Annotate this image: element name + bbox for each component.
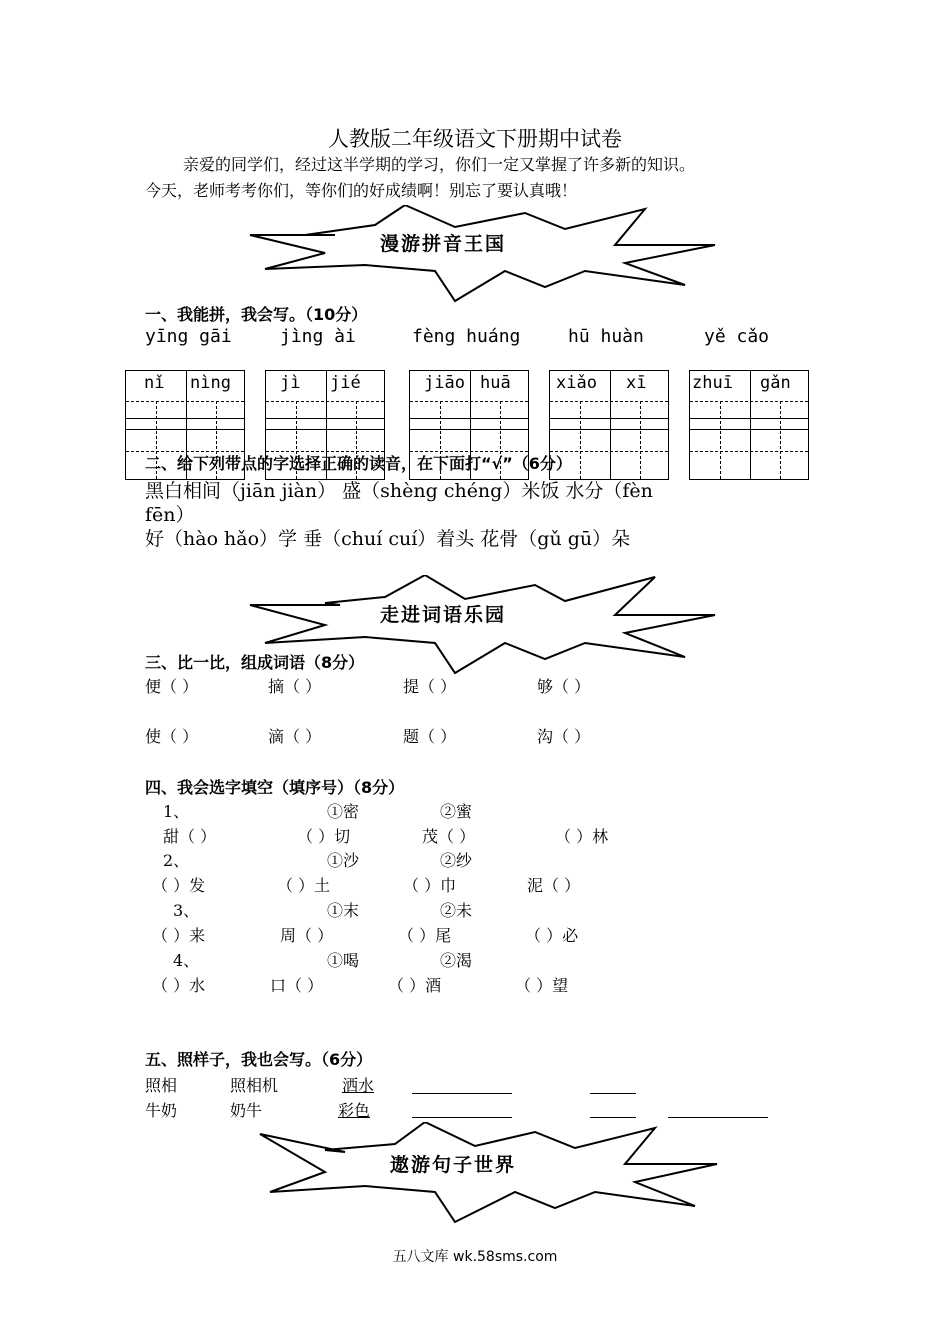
q5-heading: 五、照样子，我也会写。（6分） bbox=[145, 1050, 373, 1069]
q4-item: （ ）水 bbox=[152, 976, 206, 995]
q4-item: （ ）切 bbox=[297, 827, 351, 846]
q4-item: （ ）尾 bbox=[398, 926, 452, 945]
grid-pinyin: nìng bbox=[190, 373, 231, 393]
q4-option: ②未 bbox=[440, 901, 473, 920]
q1-pinyin-4: hū huàn bbox=[568, 326, 644, 347]
q4-item: 口（ ） bbox=[270, 976, 324, 995]
q4-option: ①末 bbox=[327, 901, 360, 920]
footer-watermark: 五八文库 wk.58sms.com bbox=[392, 1249, 558, 1265]
q4-item: （ ）望 bbox=[515, 976, 569, 995]
q3-item: 滴（ ） bbox=[268, 727, 322, 746]
grid-pinyin: huā bbox=[480, 373, 511, 393]
q2-line-1: 黑白相间（jiān jiàn） 盛（shèng chéng）米饭 水分（fèn bbox=[145, 480, 653, 502]
q4-option: ②纱 bbox=[440, 851, 473, 870]
answer-blank[interactable] bbox=[590, 1093, 636, 1094]
answer-blank[interactable] bbox=[590, 1117, 636, 1118]
answer-blank[interactable] bbox=[668, 1117, 768, 1118]
q2-line-2: 好（hào hǎo）学 垂（chuí cuí）着头 花骨（gǔ gū）朵 bbox=[145, 528, 631, 550]
grid-pinyin: nǐ bbox=[144, 373, 165, 393]
q4-item: 泥（ ） bbox=[527, 876, 581, 895]
q5-word: 奶牛 bbox=[230, 1101, 263, 1120]
grid-pinyin: xī bbox=[626, 373, 647, 393]
q3-item: 使（ ） bbox=[145, 727, 199, 746]
q1-pinyin-1: yīng gāi bbox=[145, 326, 232, 347]
q4-item: （ ）必 bbox=[525, 926, 579, 945]
q3-item: 便（ ） bbox=[145, 677, 199, 696]
q2-heading: 二、给下列带点的字选择正确的读音，在下面打“√”（6分） bbox=[145, 454, 572, 473]
q4-option: ②蜜 bbox=[440, 802, 473, 821]
q4-item: 茂（ ） bbox=[422, 827, 476, 846]
q5-word: 牛奶 bbox=[145, 1101, 178, 1120]
q4-group-num: 1、 bbox=[163, 802, 190, 821]
q4-item: 甜（ ） bbox=[163, 827, 217, 846]
q4-item: （ ）土 bbox=[277, 876, 331, 895]
q1-pinyin-2: jìng ài bbox=[280, 326, 356, 347]
q4-item: （ ）酒 bbox=[388, 976, 442, 995]
intro-line-2: 今天，老师考考你们，等你们的好成绩啊！别忘了要认真哦！ bbox=[145, 181, 578, 200]
q3-item: 沟（ ） bbox=[537, 727, 591, 746]
q4-group-num: 3、 bbox=[173, 901, 200, 920]
banner-label-pinyin: 漫游拼音王国 bbox=[380, 233, 507, 255]
banner-label-words: 走进词语乐园 bbox=[380, 604, 507, 626]
q5-word: 照相机 bbox=[230, 1076, 279, 1095]
q3-item: 够（ ） bbox=[537, 677, 591, 696]
q1-pinyin-3: fèng huáng bbox=[412, 326, 521, 347]
q4-item: （ ）发 bbox=[152, 876, 206, 895]
q4-group-num: 4、 bbox=[173, 951, 200, 970]
q4-group-num: 2、 bbox=[163, 851, 190, 870]
q5-word: 彩色 bbox=[338, 1101, 371, 1120]
q3-heading: 三、比一比，组成词语（8分） bbox=[145, 653, 365, 672]
grid-pinyin: zhuī bbox=[692, 373, 733, 393]
q2-line-1b: fēn） bbox=[145, 504, 195, 526]
q4-option: ②渴 bbox=[440, 951, 473, 970]
page-title: 人教版二年级语文下册期中试卷 bbox=[328, 127, 622, 151]
q4-option: ①喝 bbox=[327, 951, 360, 970]
q3-item: 摘（ ） bbox=[268, 677, 322, 696]
q4-item: （ ）巾 bbox=[403, 876, 457, 895]
grid-pinyin: xiǎo bbox=[556, 373, 597, 393]
q3-item: 题（ ） bbox=[403, 727, 457, 746]
q4-option: ①密 bbox=[327, 802, 360, 821]
q4-item: 周（ ） bbox=[280, 926, 334, 945]
q4-item: （ ）林 bbox=[555, 827, 609, 846]
q5-word: 照相 bbox=[145, 1076, 178, 1095]
q1-heading: 一、我能拼，我会写。（10分） bbox=[145, 305, 368, 324]
q5-word: 洒水 bbox=[342, 1076, 375, 1095]
q3-item: 提（ ） bbox=[403, 677, 457, 696]
writing-grid-5[interactable] bbox=[689, 370, 809, 480]
intro-line-1: 亲爱的同学们，经过这半学期的学习，你们一定又掌握了许多新的知识。 bbox=[183, 155, 696, 174]
grid-pinyin: jié bbox=[330, 373, 361, 393]
q4-item: （ ）来 bbox=[152, 926, 206, 945]
q4-heading: 四、我会选字填空（填序号）（8分） bbox=[145, 778, 405, 797]
banner-label-sentences: 遨游句子世界 bbox=[390, 1154, 517, 1176]
answer-blank[interactable] bbox=[412, 1093, 512, 1094]
grid-pinyin: jì bbox=[280, 373, 301, 393]
q4-option: ①沙 bbox=[327, 851, 360, 870]
grid-pinyin: jiāo bbox=[424, 373, 465, 393]
answer-blank[interactable] bbox=[412, 1117, 512, 1118]
grid-pinyin: gǎn bbox=[760, 373, 791, 393]
q1-pinyin-5: yě cǎo bbox=[704, 326, 770, 347]
